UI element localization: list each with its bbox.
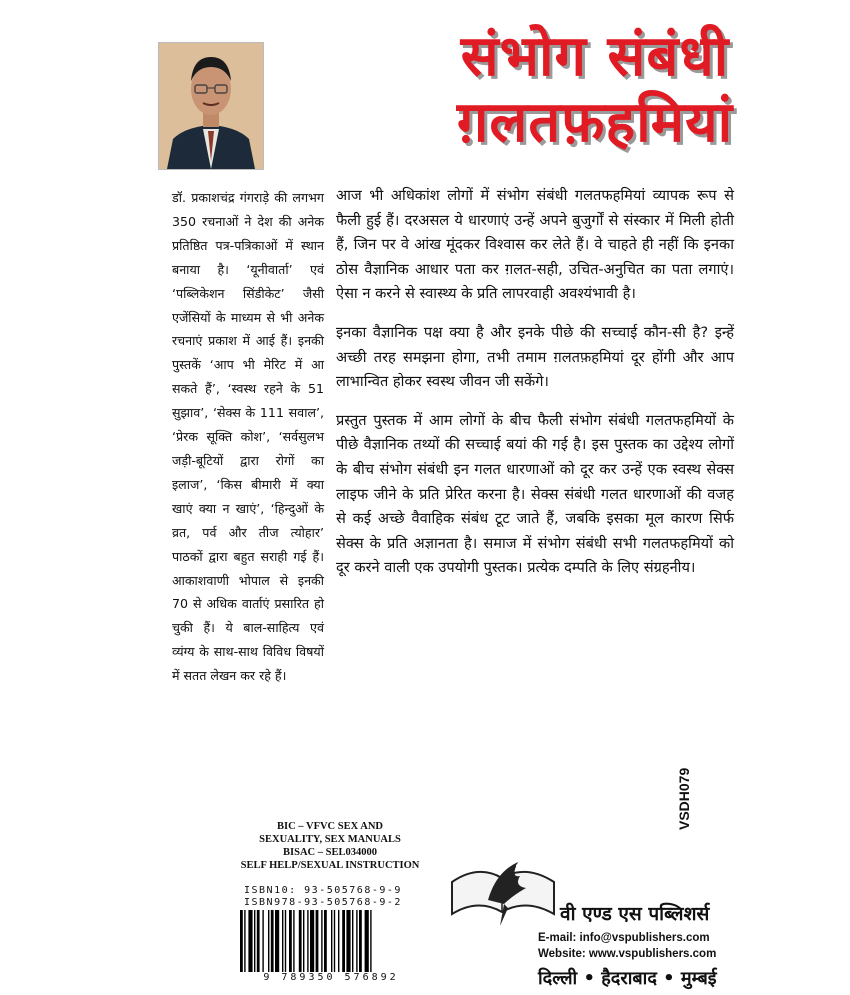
book-title-line2: ग़लतफ़हमियां <box>456 90 734 155</box>
description-paragraph-1: आज भी अधिकांश लोगों में संभोग संबंधी गलतफहमियां व्यापक रूप से फैली हुई हैं। दरअसल ये धारणाएं उन्हें अपने बुजुर्गों से संस्कार में मिली होती हैं, जिन पर वे आंख मूंदकर विश्वास कर लेते हैं। वे चाहते ही नहीं कि इनका ठोस वैज्ञानिक आधार पता कर ग़लत-सही, उचित-अनुचित का पता लगाएं। ऐसा न करने से स्वास्थ्य के प्रति लापरवाही अवश्यंभावी है। <box>336 187 734 303</box>
book-description <box>336 184 734 581</box>
description-paragraph-3: प्रस्तुत पुस्तक में आम लोगों के बीच फैली संभोग संबंधी गलतफहमियों के पीछे वैज्ञानिक तथ्यों की सच्चाई बयां की गई है। इस पुस्तक का उद्देश्य लोगों के बीच संभोग संबंधी इन गलत धारणाओं को दूर कर उन्हें एक स्वस्थ सेक्स लाइफ जीने के प्रति प्रेरित करना है। सेक्स संबंधी गलत धारणाओं की वजह से कई अच्छे वैवाहिक संबंध टूट जाते हैं, जबकि इसका मूल कारण सिर्फ सेक्स के प्रति अज्ञानता है। समाज में संभोग संबंधी सभी गलतफहमियों को दूर करने वाली एक उपयोगी पुस्तक। प्रत्येक दम्पति के लिए संग्रहनीय। <box>336 411 734 577</box>
publisher-name: वी एण्ड एस पब्लिशर्स <box>560 903 710 925</box>
isbn-10: ISBN10: 93-505768-9-9 <box>244 885 402 896</box>
isbn-13: ISBN978-93-505768-9-2 <box>244 897 402 908</box>
publisher-website: Website: www.vspublishers.com <box>538 948 717 960</box>
classification-line: BIC – VFVC SEX AND <box>277 821 383 832</box>
publisher-cities: दिल्ली • हैदराबाद • मुम्बई <box>538 968 717 989</box>
barcode-number: 9 789350 576892 <box>236 972 426 983</box>
book-title-line1: संभोग संबंधी <box>460 24 730 89</box>
publisher-email: E-mail: info@vspublishers.com <box>538 932 710 944</box>
isbn-block <box>244 885 402 909</box>
publisher-logo-icon <box>448 842 558 938</box>
product-code: VSDH079 <box>676 767 692 830</box>
classification-line: SEXUALITY, SEX MANUALS <box>259 834 401 845</box>
classification-line: SELF HELP/SEXUAL INSTRUCTION <box>240 860 420 871</box>
author-photo <box>158 42 264 170</box>
description-paragraph-2: इनका वैज्ञानिक पक्ष क्या है और इनके पीछे की सच्चाई कौन-सी है? इन्हें अच्छी तरह समझना होगा, तभी तमाम ग़लतफ़हमियां दूर होंगी और आप लाभान्वित होकर स्वस्थ जीवन जी सकेंगे। <box>336 323 734 391</box>
subject-classification <box>230 820 430 872</box>
author-bio: डॉ. प्रकाशचंद्र गंगराड़े की लगभग 350 रचनाओं ने देश की अनेक प्रतिष्ठित पत्र-पत्रिकाओं में स्थान बनाया है। ‘यूनीवार्ता’ एवं ‘पब्लिकेशन सिंडीकेट’ जैसी एजेंसियों के माध्यम से भी अनेक रचनाएं प्रकाश में आई हैं। इनकी पुस्तकें ‘आप भी मेरिट में आ सकते हैं’, ‘स्वस्थ रहने के 51 सुझाव’, ‘सेक्स के 111 सवाल’, ‘प्रेरक सूक्ति कोश’, ‘सर्वसुलभ जड़ी-बूटियों द्वारा रोगों का इलाज’, ‘किस बीमारी में क्या खाएं क्या न खाएं’, ‘हिन्दुओं के व्रत, पर्व और तीज त्योहार’ पाठकों द्वारा बहुत सराही गई हैं। आकाशवाणी भोपाल से इनकी 70 से अधिक वार्ताएं प्रसारित हो चुकी हैं। ये बाल-साहित्य एवं व्यंग्य के साथ-साथ विविध विषयों में सतत लेखन कर रहे हैं। <box>172 190 324 684</box>
classification-line: BISAC – SEL034000 <box>283 847 377 858</box>
